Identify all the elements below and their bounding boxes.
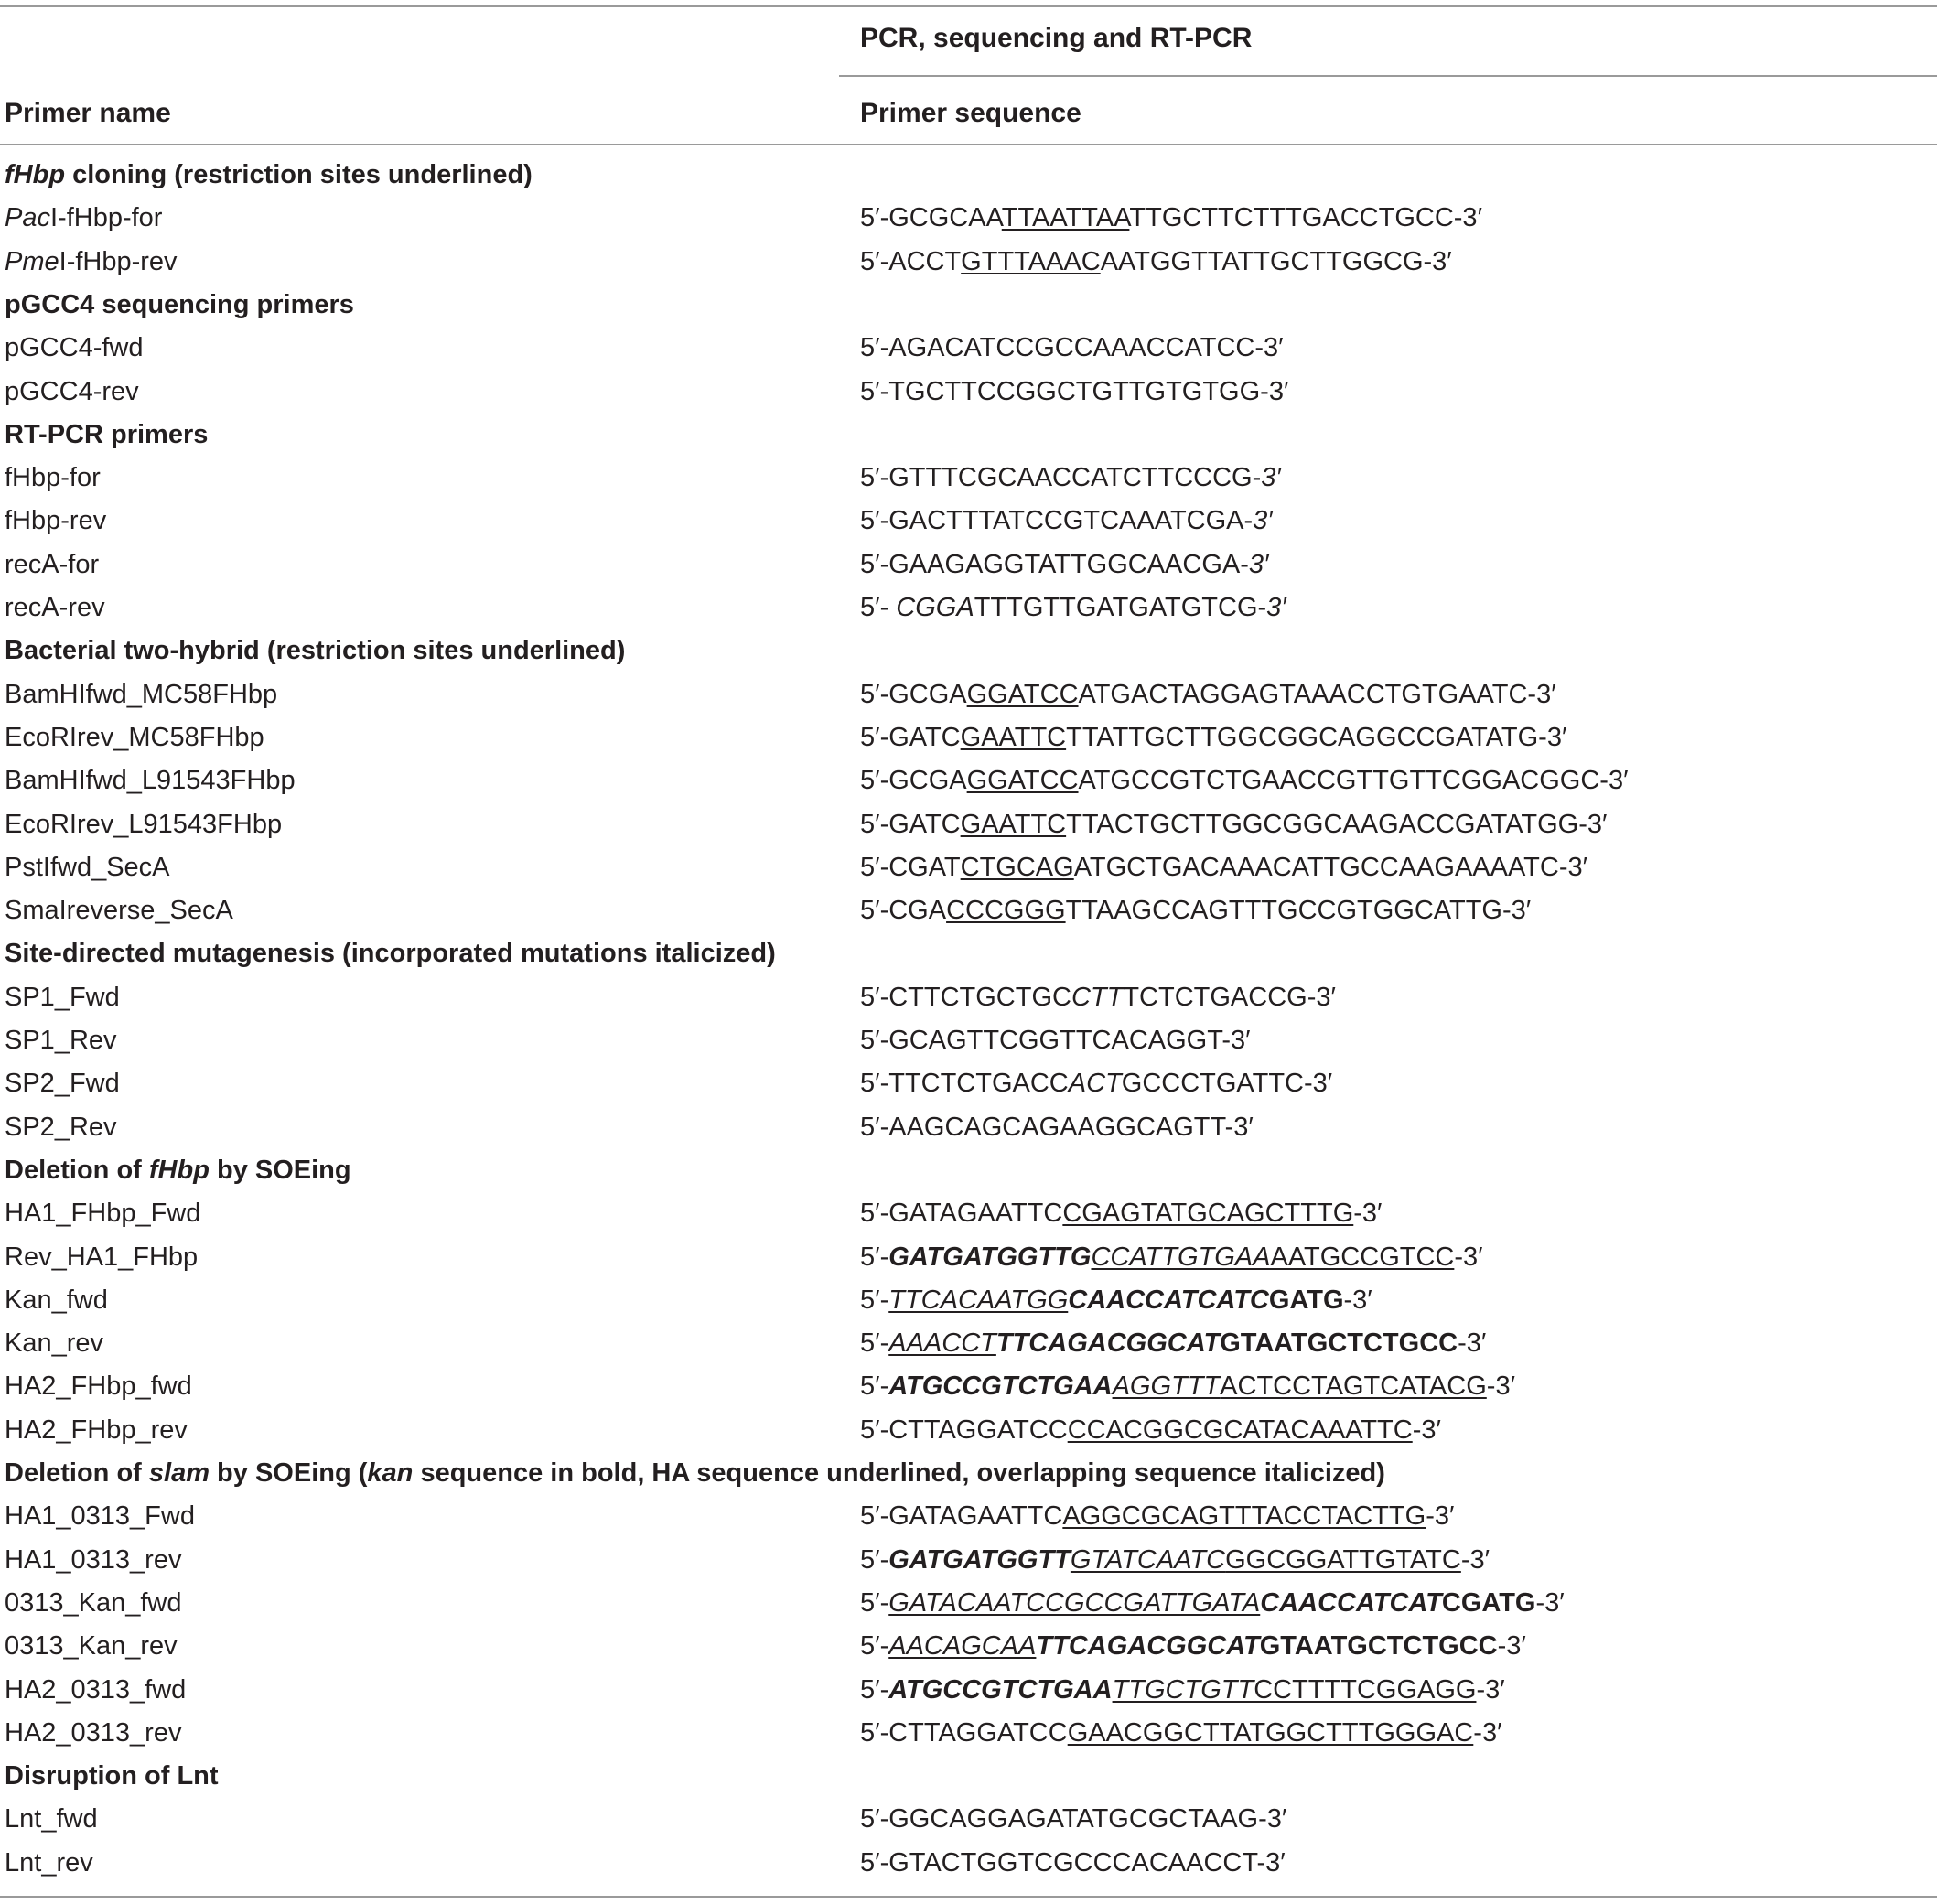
primer-name bbox=[5, 552, 99, 578]
text-segment: CCCGGG bbox=[946, 896, 1066, 925]
text-segment: recA-for bbox=[5, 550, 100, 579]
text-segment: CAACCATCATC bbox=[1068, 1285, 1269, 1315]
text-segment: AACAGCAA bbox=[888, 1631, 1037, 1661]
text-segment: GGATCC bbox=[966, 766, 1079, 795]
text-segment: 5′-CGA bbox=[860, 896, 947, 925]
primer-sequence bbox=[860, 725, 1566, 751]
text-segment: fHbp-for bbox=[5, 463, 101, 492]
primer-name bbox=[5, 1633, 178, 1660]
text-segment: 5′-GATC bbox=[860, 723, 961, 752]
text-segment: EcoRIrev_L91543FHbp bbox=[5, 810, 283, 839]
text-segment: 5′-CTTAGGATCC bbox=[860, 1718, 1068, 1748]
section-heading bbox=[5, 162, 533, 188]
text-segment: Deletion of bbox=[5, 1156, 149, 1185]
text-segment: 5′-GTTTCGCAACCATCTTCCCG- bbox=[860, 463, 1262, 492]
text-segment: HA2_0313_rev bbox=[5, 1718, 182, 1748]
text-segment: fHbp bbox=[148, 1156, 210, 1185]
text-segment: SmaIreverse_SecA bbox=[5, 896, 233, 925]
primer-sequence bbox=[860, 1677, 1505, 1704]
text-segment: -3′ bbox=[1412, 1415, 1441, 1445]
text-segment: -3′ bbox=[1458, 1328, 1487, 1358]
text-segment: 5′-GCGA bbox=[860, 680, 967, 709]
primer-sequence bbox=[860, 984, 1336, 1011]
column-header-primer-name: Primer name bbox=[5, 98, 171, 128]
group-title: PCR, sequencing and RT-PCR bbox=[860, 23, 1253, 53]
text-segment: RT-PCR primers bbox=[5, 420, 209, 449]
primer-sequence bbox=[860, 1503, 1454, 1530]
primer-name bbox=[5, 379, 139, 405]
primer-sequence bbox=[860, 1547, 1490, 1574]
text-segment: pGCC4 sequencing primers bbox=[5, 290, 354, 319]
text-segment: GAATTC bbox=[960, 810, 1067, 839]
text-segment: CCATTGTGAA bbox=[1091, 1242, 1271, 1272]
text-segment: AATGCCGTCC bbox=[1270, 1242, 1455, 1272]
primer-sequence bbox=[860, 898, 1531, 924]
text-segment: 5′-GCGA bbox=[860, 766, 967, 795]
text-segment: 5′-GATAGAATTC bbox=[860, 1501, 1063, 1531]
text-segment: 5′- bbox=[860, 1675, 889, 1705]
primer-name bbox=[5, 855, 170, 881]
text-segment: 5′- bbox=[860, 1545, 889, 1575]
primer-name bbox=[5, 768, 296, 794]
text-segment: GTAATGCTCTGCC bbox=[1220, 1328, 1458, 1358]
group-rule bbox=[839, 75, 1937, 77]
primer-name bbox=[5, 335, 144, 361]
text-segment: CGATG bbox=[1441, 1588, 1536, 1618]
text-segment: Rev_HA1_FHbp bbox=[5, 1242, 199, 1272]
text-segment: CCACGGCGCATACAAATTC bbox=[1067, 1415, 1413, 1445]
text-segment: AATGGTTATTGCTTGGCG-3′ bbox=[1100, 247, 1452, 276]
text-segment: ATGCTGACAAACATTGCCAAGAAAATC-3′ bbox=[1073, 853, 1588, 882]
text-segment: GATGATGGTT bbox=[888, 1545, 1071, 1575]
text-segment: CCTTTTCGGAGG bbox=[1254, 1675, 1477, 1705]
primer-sequence bbox=[860, 1287, 1372, 1314]
text-segment: TTGCTTCTTTGACCTGCC-3′ bbox=[1129, 203, 1482, 232]
text-segment: by SOEing bbox=[209, 1156, 351, 1185]
text-segment: pGCC4-rev bbox=[5, 377, 139, 406]
text-segment: GAATTC bbox=[960, 723, 1067, 752]
text-segment: TTAATTAA bbox=[1001, 203, 1130, 232]
text-segment: HA2_FHbp_rev bbox=[5, 1415, 188, 1445]
text-segment: Pac bbox=[5, 203, 50, 232]
text-segment: fHbp bbox=[5, 160, 66, 189]
text-segment: -3′ bbox=[1454, 1242, 1483, 1272]
primer-sequence bbox=[860, 682, 1556, 708]
text-segment: 0313_Kan_rev bbox=[5, 1631, 178, 1661]
text-segment: TTCAGACGGCAT bbox=[995, 1328, 1221, 1358]
primer-name bbox=[5, 1200, 200, 1227]
text-segment: HA2_FHbp_fwd bbox=[5, 1372, 192, 1401]
text-segment: 3′ bbox=[1266, 593, 1286, 622]
text-segment: CTT bbox=[1071, 983, 1124, 1012]
text-segment: -3′ bbox=[1535, 1588, 1565, 1618]
text-segment: HA1_FHbp_Fwd bbox=[5, 1199, 201, 1228]
text-segment: 5′- bbox=[860, 1588, 889, 1618]
section-heading bbox=[5, 1157, 351, 1184]
text-segment: slam bbox=[148, 1458, 210, 1488]
text-segment: 5′-AGACATCCGCCAAACCATCC-3′ bbox=[860, 333, 1284, 362]
text-segment: BamHIfwd_L91543FHbp bbox=[5, 766, 296, 795]
text-segment: 3′ bbox=[1261, 463, 1281, 492]
primer-sequence bbox=[860, 552, 1268, 578]
primer-name bbox=[5, 465, 101, 491]
text-segment: I-fHbp-rev bbox=[59, 247, 178, 276]
text-segment: 5′-AAGCAGCAGAAGGCAGTT-3′ bbox=[860, 1113, 1254, 1142]
text-segment: 3′ bbox=[1253, 506, 1273, 535]
primer-name bbox=[5, 1547, 181, 1574]
text-segment: Site-directed mutagenesis (incorporated mutations italicized) bbox=[5, 939, 776, 968]
text-segment: ATGCCGTCTGAA bbox=[888, 1372, 1113, 1401]
text-segment: AAACCT bbox=[888, 1328, 996, 1358]
text-segment: GGATCC bbox=[966, 680, 1079, 709]
text-segment: Lnt_rev bbox=[5, 1848, 93, 1877]
column-header-primer-sequence: Primer sequence bbox=[860, 98, 1081, 128]
text-segment: sequence in bold, HA sequence underlined, overlapping sequence italicized) bbox=[413, 1458, 1385, 1488]
text-segment: -3′ bbox=[1473, 1718, 1502, 1748]
text-segment: ATGCCGTCTGAA bbox=[888, 1675, 1113, 1705]
text-segment: TCTCTGACCG-3′ bbox=[1123, 983, 1336, 1012]
text-segment: PstIfwd_SecA bbox=[5, 853, 170, 882]
text-segment: GTATCAATC bbox=[1070, 1545, 1226, 1575]
primer-name bbox=[5, 1373, 192, 1400]
text-segment: 5′-ACCT bbox=[860, 247, 962, 276]
text-segment: 5′-GCAGTTCGGTTCACAGGT-3′ bbox=[860, 1026, 1251, 1055]
text-segment: GATG bbox=[1268, 1285, 1344, 1315]
section-heading bbox=[5, 422, 208, 448]
primer-sequence bbox=[860, 1200, 1383, 1227]
text-segment: -3′ bbox=[1460, 1545, 1490, 1575]
primer-sequence bbox=[860, 249, 1452, 275]
primer-name bbox=[5, 1287, 108, 1314]
text-segment: TTACTGCTTGGCGGCAAGACCGATATGG-3′ bbox=[1066, 810, 1608, 839]
text-segment: Disruption of Lnt bbox=[5, 1761, 219, 1791]
text-segment: Lnt_fwd bbox=[5, 1804, 98, 1834]
primer-name bbox=[5, 1027, 117, 1054]
text-segment: 5′- bbox=[860, 1328, 889, 1358]
primer-sequence bbox=[860, 508, 1273, 534]
text-segment: -3′ bbox=[1343, 1285, 1372, 1315]
text-segment: by SOEing ( bbox=[210, 1458, 368, 1488]
text-segment: pGCC4-fwd bbox=[5, 333, 144, 362]
primer-sequence bbox=[860, 1720, 1502, 1747]
section-heading bbox=[5, 292, 354, 318]
primer-name bbox=[5, 1503, 195, 1530]
primer-sequence bbox=[860, 1114, 1254, 1141]
header-rule bbox=[0, 144, 1937, 145]
text-segment: CGAGTATGCAGCTTTG bbox=[1062, 1199, 1354, 1228]
primer-name bbox=[5, 595, 105, 621]
primer-sequence bbox=[860, 379, 1288, 405]
text-segment: AGGTTT bbox=[1112, 1372, 1221, 1401]
text-segment: GATGATGGTTG bbox=[888, 1242, 1092, 1272]
primer-sequence bbox=[860, 1806, 1286, 1833]
text-segment: 5′-TGCTTCCGGCTGTTGTGTGG-3′ bbox=[860, 377, 1289, 406]
primer-name bbox=[5, 682, 277, 708]
text-segment: 3′ bbox=[1248, 550, 1269, 579]
primer-name bbox=[5, 1677, 186, 1704]
top-rule bbox=[0, 5, 1937, 7]
text-segment: GGCGGATTGTATC bbox=[1225, 1545, 1461, 1575]
text-segment: 5′- bbox=[860, 1631, 889, 1661]
primer-name bbox=[5, 249, 178, 275]
text-segment: Kan_rev bbox=[5, 1328, 104, 1358]
text-segment: GATACAATCCGCCGATTGATA bbox=[888, 1588, 1261, 1618]
primer-sequence bbox=[860, 855, 1587, 881]
text-segment: 0313_Kan_fwd bbox=[5, 1588, 182, 1618]
primer-sequence bbox=[860, 1850, 1286, 1877]
text-segment: SP1_Fwd bbox=[5, 983, 120, 1012]
text-segment: 5′- bbox=[860, 1242, 889, 1272]
text-segment: EcoRIrev_MC58FHbp bbox=[5, 723, 264, 752]
text-segment: 5′- bbox=[860, 593, 897, 622]
text-segment: TTCACAATGG bbox=[888, 1285, 1069, 1315]
text-segment: TTCAGACGGCAT bbox=[1036, 1631, 1260, 1661]
primer-sequence bbox=[860, 1330, 1486, 1357]
text-segment: 5′-GTACTGGTCGCCCACAACCT-3′ bbox=[860, 1848, 1286, 1877]
text-segment: -3′ bbox=[1476, 1675, 1505, 1705]
text-segment: TTGCTGTT bbox=[1112, 1675, 1254, 1705]
text-segment: 5′-CTTCTGCTGC bbox=[860, 983, 1071, 1012]
text-segment: ACTCCTAGTCATACG bbox=[1220, 1372, 1487, 1401]
text-segment: CAACCATCAT bbox=[1260, 1588, 1442, 1618]
text-segment: 5′- bbox=[860, 1372, 889, 1401]
primer-name bbox=[5, 1720, 181, 1747]
section-heading bbox=[5, 638, 625, 664]
text-segment: -3′ bbox=[1486, 1372, 1516, 1401]
text-segment: TTATTGCTTGGCGGCAGGCCGATATG-3′ bbox=[1066, 723, 1567, 752]
text-segment: 5′- bbox=[860, 1285, 889, 1315]
primer-sequence bbox=[860, 1027, 1251, 1054]
primer-name bbox=[5, 984, 120, 1011]
text-segment: -3′ bbox=[1353, 1199, 1383, 1228]
primer-name bbox=[5, 1417, 188, 1444]
text-segment: TTAAGCCAGTTTGCCGTGGCATTG-3′ bbox=[1065, 896, 1532, 925]
primer-sequence bbox=[860, 595, 1286, 621]
text-segment: SP1_Rev bbox=[5, 1026, 117, 1055]
text-segment: HA1_0313_rev bbox=[5, 1545, 182, 1575]
primer-sequence bbox=[860, 1070, 1332, 1097]
text-segment: SP2_Rev bbox=[5, 1113, 117, 1142]
text-segment: 5′-GACTTTATCCGTCAAATCGA- bbox=[860, 506, 1254, 535]
primer-name bbox=[5, 205, 162, 231]
text-segment: recA-rev bbox=[5, 593, 105, 622]
primer-name bbox=[5, 1114, 117, 1141]
text-segment: CTGCAG bbox=[960, 853, 1074, 882]
text-segment: HA2_0313_fwd bbox=[5, 1675, 187, 1705]
text-segment: ATGCCGTCTGAACCGTTGTTCGGACGGC-3′ bbox=[1078, 766, 1629, 795]
primer-name bbox=[5, 898, 233, 924]
text-segment: I-fHbp-for bbox=[49, 203, 163, 232]
primer-sequence bbox=[860, 465, 1281, 491]
text-segment: CGGA bbox=[896, 593, 974, 622]
primer-sequence bbox=[860, 812, 1607, 838]
text-segment: ACT bbox=[1068, 1069, 1122, 1098]
text-segment: ATGACTAGGAGTAAACCTGTGAATC-3′ bbox=[1078, 680, 1556, 709]
primer-name bbox=[5, 725, 264, 751]
text-segment: 5′-CTTAGGATCC bbox=[860, 1415, 1068, 1445]
primer-name bbox=[5, 508, 106, 534]
text-segment: BamHIfwd_MC58FHbp bbox=[5, 680, 278, 709]
text-segment: Kan_fwd bbox=[5, 1285, 108, 1315]
primer-sequence bbox=[860, 1373, 1515, 1400]
primer-sequence bbox=[860, 1590, 1565, 1617]
text-segment: GAACGGCTTATGGCTTTGGGAC bbox=[1067, 1718, 1474, 1748]
primer-sequence bbox=[860, 1244, 1483, 1271]
primer-sequence bbox=[860, 1417, 1441, 1444]
primer-sequence bbox=[860, 1633, 1526, 1660]
text-segment: Deletion of bbox=[5, 1458, 149, 1488]
section-heading bbox=[5, 941, 776, 967]
text-segment: GCCCTGATTC-3′ bbox=[1121, 1069, 1333, 1098]
text-segment: SP2_Fwd bbox=[5, 1069, 120, 1098]
section-heading bbox=[5, 1460, 1385, 1487]
text-segment: 5′-GCGCAA bbox=[860, 203, 1002, 232]
primer-sequence bbox=[860, 205, 1482, 231]
text-segment: 5′-CGAT bbox=[860, 853, 961, 882]
text-segment: 5′-TTCTCTGACC bbox=[860, 1069, 1069, 1098]
text-segment: GTAATGCTCTGCC bbox=[1259, 1631, 1498, 1661]
primer-name bbox=[5, 1806, 98, 1833]
primer-name bbox=[5, 1330, 103, 1357]
text-segment: AGGCGCAGTTTACCTACTTG bbox=[1062, 1501, 1426, 1531]
text-segment: 5′-GATC bbox=[860, 810, 961, 839]
text-segment: kan bbox=[367, 1458, 414, 1488]
text-segment: -3′ bbox=[1497, 1631, 1526, 1661]
bottom-rule bbox=[0, 1896, 1937, 1898]
text-segment: 5′-GGCAGGAGATATGCGCTAAG-3′ bbox=[860, 1804, 1287, 1834]
text-segment: cloning (restriction sites underlined) bbox=[65, 160, 533, 189]
text-segment: 5′-GATAGAATTC bbox=[860, 1199, 1063, 1228]
text-segment: fHbp-rev bbox=[5, 506, 107, 535]
primer-name bbox=[5, 1590, 182, 1617]
text-segment: GTTTAAAC bbox=[961, 247, 1101, 276]
primer-name bbox=[5, 1070, 120, 1097]
primer-name bbox=[5, 1850, 93, 1877]
text-segment: Bacterial two-hybrid (restriction sites underlined) bbox=[5, 636, 626, 665]
primer-name bbox=[5, 812, 282, 838]
text-segment: -3′ bbox=[1426, 1501, 1455, 1531]
text-segment: Pme bbox=[5, 247, 59, 276]
primer-sequence bbox=[860, 335, 1284, 361]
primer-sequence bbox=[860, 768, 1629, 794]
primer-name bbox=[5, 1244, 198, 1271]
text-segment: HA1_0313_Fwd bbox=[5, 1501, 195, 1531]
text-segment: TTTGTTGATGATGTCG- bbox=[974, 593, 1267, 622]
text-segment: 5′-GAAGAGGTATTGGCAACGA- bbox=[860, 550, 1249, 579]
section-heading bbox=[5, 1763, 219, 1790]
